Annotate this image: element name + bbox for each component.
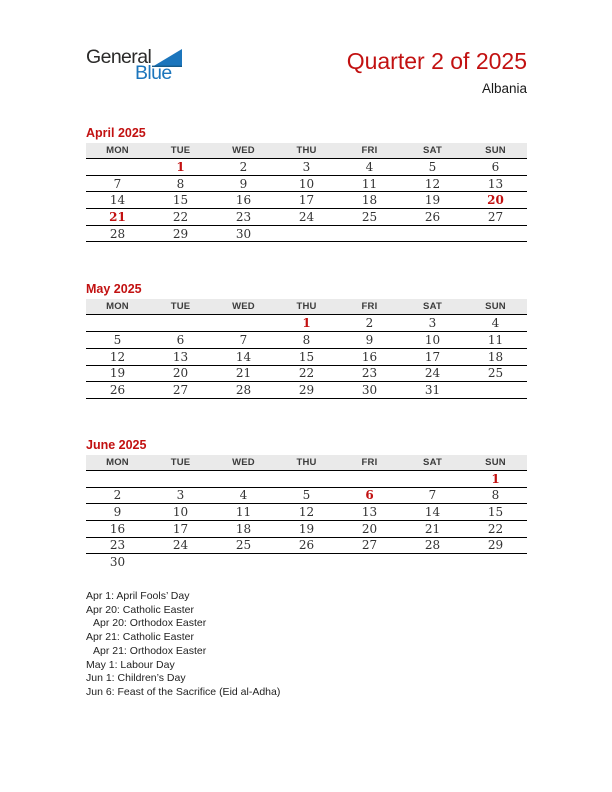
week-row	[86, 332, 527, 349]
calendar-body	[86, 471, 527, 570]
holiday-date-cell: 21	[109, 209, 126, 224]
day-header-sun: SUN	[485, 301, 506, 313]
date-cell: 14	[235, 349, 252, 364]
holiday-list	[86, 590, 527, 700]
date-cell: 15	[172, 193, 189, 208]
week-row	[86, 538, 527, 555]
week-row	[86, 349, 527, 366]
date-cell: 14	[109, 193, 126, 208]
day-header-sat: SAT	[423, 145, 442, 156]
month-title: June 2025	[86, 437, 147, 452]
month-section-june	[86, 438, 527, 570]
date-cell: 3	[176, 488, 185, 503]
date-cell: 12	[109, 349, 126, 364]
holiday-item: May 1: Labour Day	[86, 658, 175, 671]
date-cell: 9	[239, 176, 248, 191]
date-cell: 10	[298, 176, 315, 191]
date-cell: 28	[235, 383, 252, 398]
day-header-fri: FRI	[361, 301, 378, 313]
date-cell: 30	[235, 226, 252, 241]
week-row	[86, 226, 527, 243]
date-cell: 10	[172, 505, 189, 520]
date-cell: 31	[424, 383, 441, 398]
holiday-item: Jun 1: Children’s Day	[86, 672, 186, 685]
date-cell: 21	[424, 521, 441, 536]
date-cell: 28	[424, 538, 441, 553]
holiday-item: Jun 6: Feast of the Sacrifice (Eid al-Adha)	[86, 685, 281, 698]
date-cell: 5	[113, 332, 122, 347]
page-title: Quarter 2 of 2025	[346, 48, 527, 74]
date-cell: 26	[109, 383, 126, 398]
date-cell: 10	[424, 332, 441, 347]
date-cell: 17	[424, 349, 441, 364]
date-cell: 4	[491, 316, 500, 331]
day-header-sun: SUN	[485, 145, 506, 156]
date-cell: 13	[361, 505, 378, 520]
date-cell: 22	[172, 209, 189, 224]
date-cell: 13	[487, 176, 504, 191]
date-cell: 2	[365, 316, 374, 331]
holiday-item: Apr 21: Orthodox Easter	[93, 644, 207, 657]
date-cell: 23	[235, 209, 252, 224]
holiday-item: Apr 1: April Fools’ Day	[86, 590, 190, 602]
month-title: April 2025	[86, 126, 146, 140]
date-cell: 9	[365, 332, 374, 347]
day-header-mon: MON	[106, 301, 129, 313]
title-block	[347, 48, 527, 96]
date-cell: 16	[361, 349, 378, 364]
week-row	[86, 159, 527, 176]
date-cell: 4	[365, 159, 374, 174]
month-section-april	[86, 126, 527, 242]
day-header-wed: WED	[232, 145, 255, 156]
day-header-thu: THU	[296, 301, 317, 313]
date-cell: 28	[109, 226, 126, 241]
date-cell: 19	[109, 366, 126, 381]
date-cell: 5	[428, 159, 437, 174]
week-row	[86, 209, 527, 226]
general-blue-logo	[86, 48, 182, 83]
day-header-tue: TUE	[170, 145, 191, 156]
date-cell: 12	[298, 505, 315, 520]
date-cell: 25	[361, 209, 378, 224]
day-header-row	[86, 455, 527, 471]
date-cell: 8	[491, 488, 500, 503]
date-cell: 26	[424, 209, 441, 224]
day-header-fri: FRI	[361, 145, 378, 156]
date-cell: 19	[424, 193, 441, 208]
day-header-mon: MON	[106, 456, 129, 468]
holiday-date-cell: 1	[176, 159, 185, 174]
date-cell: 6	[176, 332, 185, 347]
holiday-date-cell: 1	[302, 316, 311, 331]
week-row	[86, 176, 527, 193]
date-cell: 22	[298, 366, 315, 381]
date-cell: 11	[361, 176, 378, 191]
date-cell: 11	[487, 332, 504, 347]
day-header-tue: TUE	[170, 301, 191, 313]
date-cell: 7	[428, 488, 437, 503]
date-cell: 25	[487, 366, 504, 381]
month-title: May 2025	[86, 282, 142, 297]
page-header	[86, 0, 527, 96]
date-cell: 30	[109, 555, 126, 570]
date-cell: 9	[113, 505, 122, 520]
date-cell: 13	[172, 349, 189, 364]
date-cell: 8	[302, 332, 311, 347]
date-cell: 11	[235, 505, 252, 520]
date-cell: 30	[361, 383, 378, 398]
date-cell: 23	[361, 366, 378, 381]
date-cell: 18	[487, 349, 504, 364]
week-row	[86, 471, 527, 488]
date-cell: 25	[235, 538, 252, 553]
holiday-date-cell: 1	[491, 471, 500, 486]
day-header-tue: TUE	[170, 456, 191, 468]
date-cell: 18	[235, 521, 252, 536]
date-cell: 7	[113, 176, 122, 191]
date-cell: 18	[361, 193, 378, 208]
date-cell: 3	[428, 316, 437, 331]
date-cell: 7	[239, 332, 248, 347]
date-cell: 27	[172, 383, 189, 398]
logo-text-general: General	[86, 46, 152, 68]
date-cell: 20	[172, 366, 189, 381]
date-cell: 8	[176, 176, 185, 191]
date-cell: 26	[298, 538, 315, 553]
date-cell: 24	[424, 366, 441, 381]
date-cell: 24	[172, 538, 189, 553]
week-row	[86, 521, 527, 538]
date-cell: 24	[298, 209, 315, 224]
week-row	[86, 315, 527, 332]
page-content	[86, 0, 527, 700]
date-cell: 17	[172, 521, 189, 536]
holiday-item: Apr 20: Orthodox Easter	[93, 617, 207, 630]
date-cell: 27	[361, 538, 378, 553]
holiday-item: Apr 20: Catholic Easter	[86, 603, 194, 616]
week-row	[86, 382, 527, 399]
date-cell: 12	[424, 176, 441, 191]
day-header-thu: THU	[296, 456, 317, 468]
day-header-row	[86, 299, 527, 315]
date-cell: 16	[109, 521, 126, 536]
date-cell: 20	[361, 521, 378, 536]
date-cell: 4	[239, 488, 248, 503]
date-cell: 16	[235, 193, 252, 208]
day-header-row	[86, 143, 527, 159]
holiday-item: Apr 21: Catholic Easter	[86, 631, 194, 644]
date-cell: 6	[491, 159, 500, 174]
week-row	[86, 366, 527, 383]
date-cell: 29	[487, 538, 504, 553]
date-cell: 27	[487, 209, 504, 224]
calendar-body	[86, 315, 527, 398]
day-header-sat: SAT	[423, 456, 442, 468]
date-cell: 3	[302, 159, 311, 174]
page-subtitle: Albania	[481, 81, 527, 96]
calendar-body	[86, 159, 527, 242]
week-row	[86, 504, 527, 521]
date-cell: 15	[487, 505, 504, 520]
day-header-wed: WED	[232, 301, 255, 313]
date-cell: 14	[424, 505, 441, 520]
week-row	[86, 192, 527, 209]
date-cell: 22	[487, 521, 504, 536]
day-header-fri: FRI	[361, 456, 378, 468]
day-header-mon: MON	[106, 145, 129, 156]
date-cell: 21	[235, 366, 252, 381]
date-cell: 5	[302, 488, 311, 503]
date-cell: 15	[298, 349, 315, 364]
date-cell: 29	[172, 226, 189, 241]
holiday-date-cell: 6	[365, 488, 374, 503]
logo-text-blue: Blue	[135, 61, 172, 84]
day-header-thu: THU	[296, 145, 317, 156]
month-section-may	[86, 282, 527, 398]
date-cell: 2	[239, 159, 248, 174]
date-cell: 17	[298, 193, 315, 208]
week-row	[86, 554, 527, 570]
day-header-sun: SUN	[485, 456, 506, 468]
day-header-sat: SAT	[423, 301, 442, 313]
day-header-wed: WED	[232, 456, 255, 468]
date-cell: 23	[109, 538, 126, 553]
date-cell: 19	[298, 521, 315, 536]
date-cell: 2	[113, 488, 122, 503]
date-cell: 29	[298, 383, 315, 398]
holiday-date-cell: 20	[487, 193, 504, 208]
week-row	[86, 488, 527, 505]
